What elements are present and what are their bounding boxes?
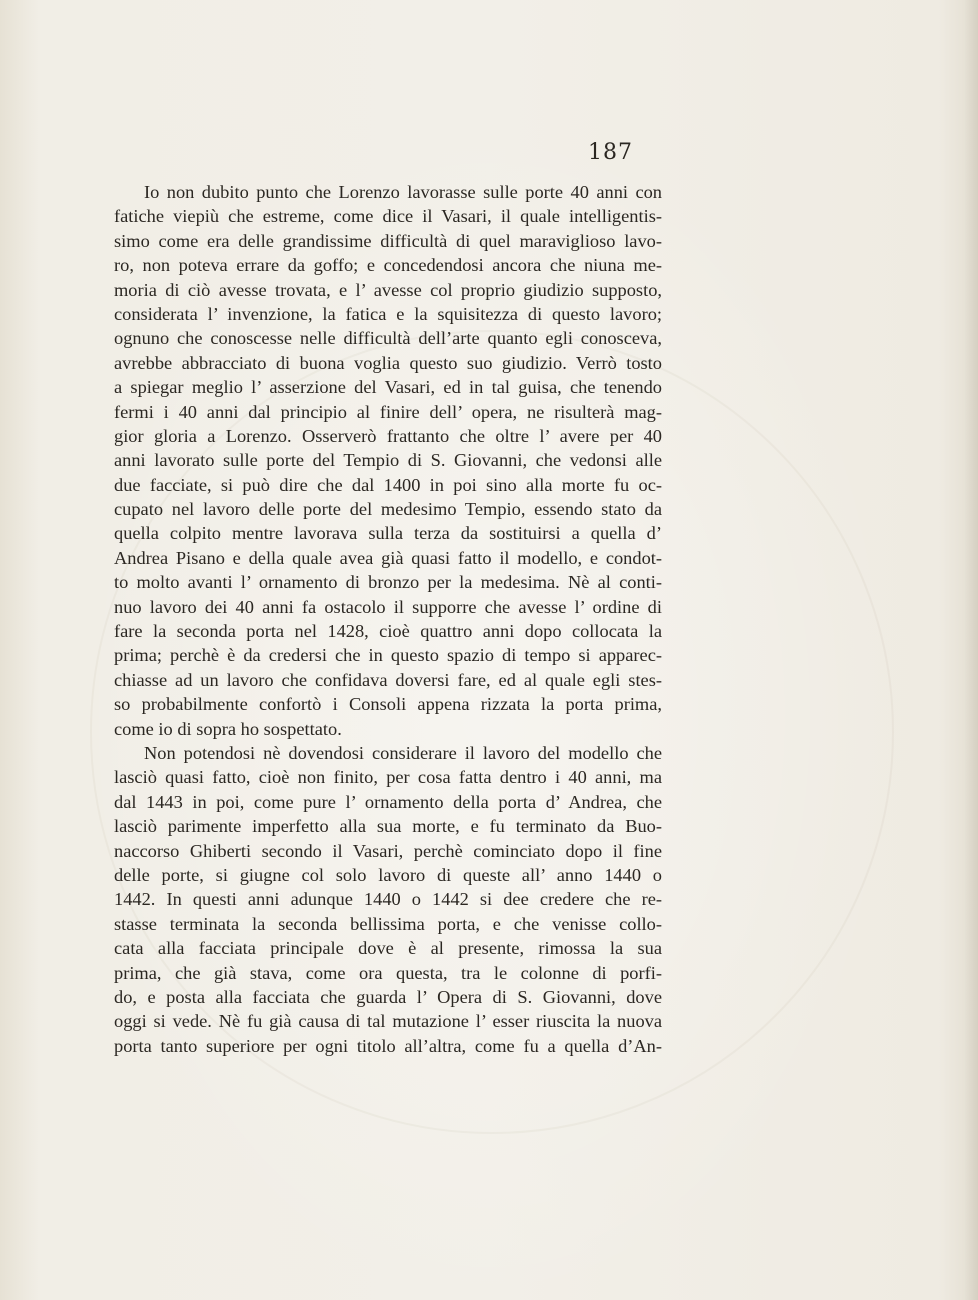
text-line: quella colpito mentre lavorava sulla terza da sostituirsi a quella d’ xyxy=(114,523,662,544)
text-line: a spiegar meglio l’ asserzione del Vasari, ed in tal guisa, che tenendo xyxy=(114,377,662,398)
text-line: fare la seconda porta nel 1428, cioè quattro anni dopo collocata la xyxy=(114,621,662,642)
text-line: avrebbe abbracciato di buona voglia questo suo giudizio. Verrò tosto xyxy=(114,352,662,373)
text-line: Io non dubito punto che Lorenzo lavorasse sulle porte 40 anni con xyxy=(144,182,662,202)
text-line: considerata l’ invenzione, la fatica e la squisitezza di questo lavoro; xyxy=(114,303,662,324)
text-line: oggi si vede. Nè fu già causa di tal mutazione l’ esser riuscita la nuova xyxy=(114,1011,662,1032)
text-line: nuo lavoro dei 40 anni fa ostacolo il supporre che avesse l’ ordine di xyxy=(114,596,662,617)
page-number: 187 xyxy=(588,140,633,165)
text-line: dal 1443 in poi, come pure l’ ornamento della porta d’ Andrea, che xyxy=(114,791,662,812)
text-line: lasciò parimente imperfetto alla sua morte, e fu terminato da Buo- xyxy=(114,816,662,837)
text-line: chiasse ad un lavoro che confidava doversi fare, ed al quale egli stes- xyxy=(114,669,662,690)
text-line: fatiche viepiù che estreme, come dice il Vasari, il quale intelligentis- xyxy=(114,206,662,227)
text-line: simo come era delle grandissime difficultà di quel maraviglioso lavo- xyxy=(114,230,662,251)
text-line: cata alla facciata principale dove è al presente, rimossa la sua xyxy=(114,938,662,959)
text-line: cupato nel lavoro delle porte del medesimo Tempio, essendo stato da xyxy=(114,499,662,520)
text-line: Andrea Pisano e della quale avea già quasi fatto il modello, e condot- xyxy=(114,547,662,568)
text-line: so probabilmente confortò i Consoli appena rizzata la porta prima, xyxy=(114,694,662,715)
text-line: moria di ciò avesse trovata, e l’ avesse col proprio giudizio supposto, xyxy=(114,279,662,300)
text-line: 1442. In questi anni adunque 1440 o 1442 si dee credere che re- xyxy=(114,889,662,910)
text-line: ognuno che conoscesse nelle difficultà dell’arte quanto egli conosceva, xyxy=(114,328,662,349)
text-line: lasciò quasi fatto, cioè non finito, per cosa fatta dentro i 40 anni, ma xyxy=(114,767,662,788)
text-line: delle porte, si giugne col solo lavoro di queste all’ anno 1440 o xyxy=(114,864,662,885)
body-text xyxy=(114,180,662,1058)
text-line: ro, non poteva errare da goffo; e concedendosi ancora che niuna me- xyxy=(114,255,662,276)
text-line: prima, che già stava, come ora questa, tra le colonne di porfi- xyxy=(114,962,662,983)
text-line: come io di sopra ho sospettato. xyxy=(114,718,342,739)
text-line: naccorso Ghiberti secondo il Vasari, perchè cominciato dopo il fine xyxy=(114,840,662,861)
text-line: gior gloria a Lorenzo. Osserverò frattanto che oltre l’ avere per 40 xyxy=(114,425,662,446)
text-line: Non potendosi nè dovendosi considerare il lavoro del modello che xyxy=(144,742,662,763)
text-line: porta tanto superiore per ogni titolo all’altra, come fu a quella d’An- xyxy=(114,1035,662,1056)
text-line: prima; perchè è da credersi che in questo spazio di tempo si apparec- xyxy=(114,645,662,666)
text-line: do, e posta alla facciata che guarda l’ Opera di S. Giovanni, dove xyxy=(114,986,662,1007)
paragraph-2 xyxy=(114,741,662,1058)
text-line: fermi i 40 anni dal principio al finire dell’ opera, ne risulterà mag- xyxy=(114,401,662,422)
text-line: due facciate, si può dire che dal 1400 in poi sino alla morte fu oc- xyxy=(114,474,662,495)
text-line: anni lavorato sulle porte del Tempio di S. Giovanni, che vedonsi alle xyxy=(114,450,662,471)
text-line: stasse terminata la seconda bellissima porta, e che venisse collo- xyxy=(114,913,662,934)
page-edge-shadow xyxy=(964,0,978,1300)
paragraph-1 xyxy=(114,180,662,741)
text-line: to molto avanti l’ ornamento di bronzo per la medesima. Nè al conti- xyxy=(114,572,662,593)
